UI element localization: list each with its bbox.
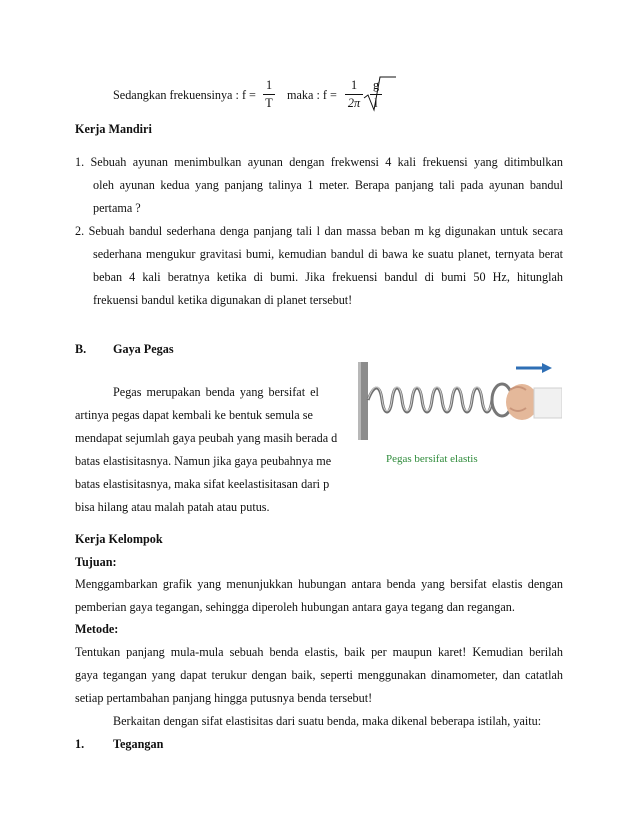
tujuan-line-2: pemberian gaya tegangan, sehingga diperoleh hubungan antara gaya tegang dan regangan.: [75, 600, 515, 614]
fraction-1-bar: [263, 94, 275, 95]
fraction-2-bar: [345, 94, 363, 95]
sqrt-fraction-bar: [370, 94, 382, 95]
tujuan-label: Tujuan:: [75, 555, 117, 569]
figure-caption: Pegas bersifat elastis: [386, 453, 478, 465]
kerja-kelompok-heading: Kerja Kelompok: [75, 532, 163, 546]
metode-line-1: Tentukan panjang mula-mula sebuah benda elastis, baik per maupun karet! Kemudian berilah: [75, 645, 563, 659]
formula-lead: Sedangkan frekuensinya : f =: [113, 88, 256, 102]
pegas-line-6: bisa hilang atau malah patah atau putus.: [75, 500, 270, 514]
spring-figure: [352, 360, 562, 470]
pegas-line-2: artinya pegas dapat kembali ke bentuk semula se: [75, 408, 313, 422]
q1-line-3: pertama ?: [93, 201, 141, 215]
metode-line-2: gaya tegangan yang dapat terukur dengan baik, seperti menggunakan dinamometer, dan catatlah: [75, 668, 563, 682]
section-b-title: Gaya Pegas: [113, 342, 174, 356]
metode-label: Metode:: [75, 622, 119, 636]
pegas-line-4: batas elastisitasnya. Namun jika gaya peubahnya me: [75, 454, 332, 468]
fraction-1-denominator: T: [265, 96, 273, 110]
pegas-line-3: mendapat sejumlah gaya peubah yang masih berada d: [75, 431, 338, 445]
formula-maka: maka : f =: [287, 88, 337, 102]
tujuan-line-1: Menggambarkan grafik yang menunjukkan hubungan antara benda yang bersifat elastis dengan: [75, 577, 563, 591]
kerja-mandiri-heading: Kerja Mandiri: [75, 122, 152, 136]
spring-illustration: [352, 360, 562, 440]
pegas-line-1: Pegas merupakan benda yang bersifat el: [113, 385, 319, 399]
intro-line: Berkaitan dengan sifat elastisitas dari suatu benda, maka dikenal beberapa istilah, yaitu:: [113, 714, 542, 728]
q2-line-1: 2. Sebuah bandul sederhana denga panjang tali l dan massa beban m kg digunakan untuk secara: [75, 224, 563, 238]
item-1-title: Tegangan: [113, 737, 164, 751]
q2-line-3: beban 4 kali beratnya ketika di bumi. Jika frekuensi bandul di bumi 50 Hz, hitunglah: [93, 270, 563, 284]
pegas-line-5: batas elastisitasnya, maka sifat keelastisitasan dari p: [75, 477, 330, 491]
sqrt-numerator: g: [372, 78, 380, 92]
fraction-1-numerator: 1: [265, 78, 273, 92]
q1-line-2: oleh ayunan kedua yang panjang talinya 1 meter. Berapa panjang tali pada ayunan bandul: [93, 178, 563, 192]
q2-line-4: frekuensi bandul ketika digunakan di planet tersebut!: [93, 293, 353, 307]
fraction-2-numerator: 1: [350, 78, 358, 92]
q1-line-1: 1. Sebuah ayunan menimbulkan ayunan dengan frekwensi 4 kali frekuensi yang ditimbulkan: [75, 155, 563, 169]
q2-line-2: sederhana mengukur gravitasi bumi, kemudian bandul di bawa ke suatu planet, ternyata berat: [93, 247, 563, 261]
item-1-number: 1.: [75, 737, 85, 751]
sqrt-denominator: l: [374, 96, 378, 110]
section-b-number: B.: [75, 342, 87, 356]
metode-line-3: setiap pertambahan panjang hingga putusnya benda tersebut!: [75, 691, 373, 705]
fraction-2-denominator: 2π: [347, 96, 361, 110]
